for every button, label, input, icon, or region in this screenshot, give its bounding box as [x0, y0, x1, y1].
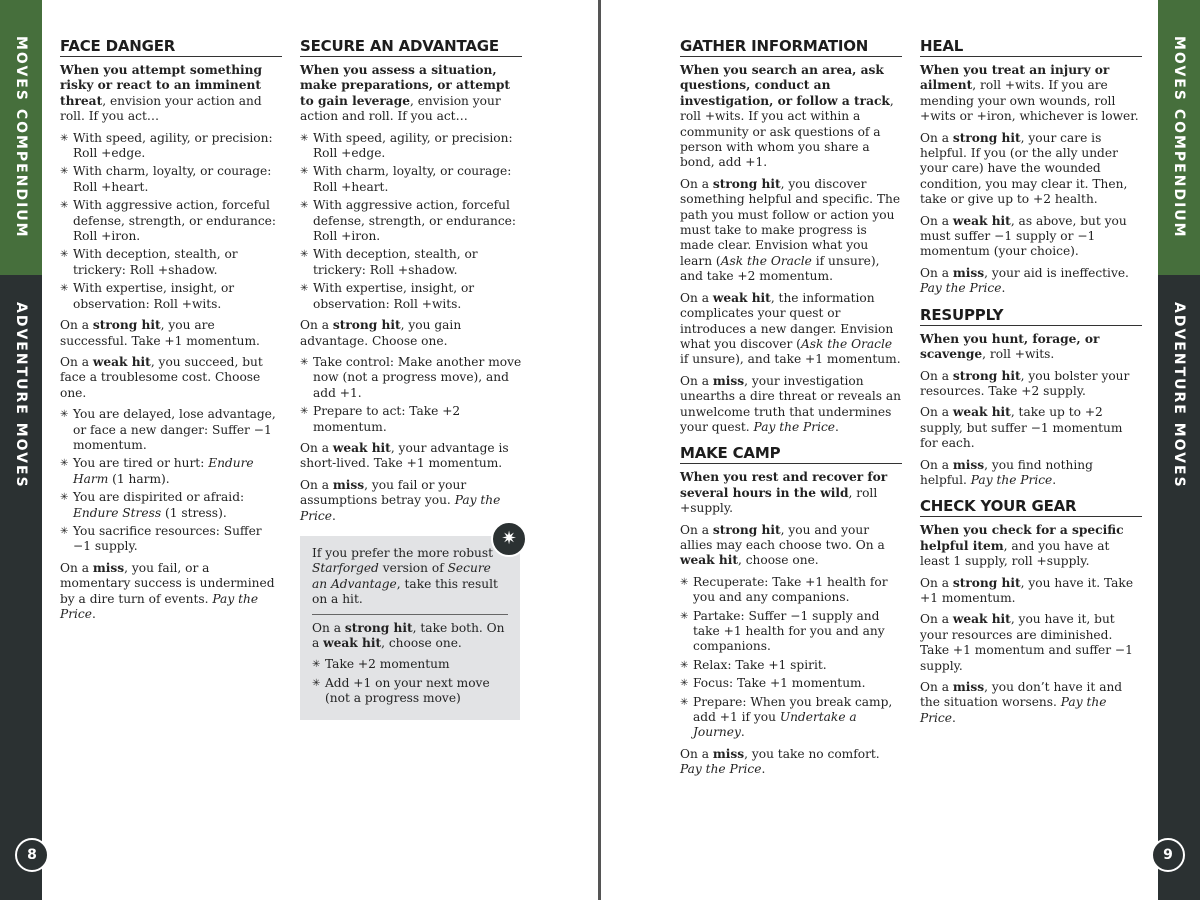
move-trigger: When you rest and recover for several hours in the wild, roll +supply.	[680, 470, 888, 516]
weak-hit-result: On a weak hit, take up to +2 supply, but suffer −1 momentum for each.	[920, 405, 1123, 451]
move-title-gather-information: GATHER INFORMATION	[680, 38, 902, 57]
list-item: ✳ Take control: Make another move now (not a progress move), and add +1.	[300, 355, 522, 401]
section-tab-label: ADVENTURE MOVES	[1171, 301, 1187, 489]
miss-result: On a miss, you find nothing helpful. Pay the Price.	[920, 457, 1093, 487]
move-trigger: When you treat an injury or ailment, roll +wits. If you are mending your own wounds, roll +wits or +iron, whichever is lower.	[920, 63, 1139, 124]
list-item: ✳ With charm, loyalty, or courage: Roll +heart.	[300, 164, 522, 195]
move-title-secure-advantage: SECURE AN ADVANTAGE	[300, 38, 522, 57]
move-trigger: When you attempt something risky or react to an imminent threat, envision your action and roll. If you act…	[60, 63, 263, 124]
starforged-star-icon: ✷	[491, 521, 527, 557]
move-title-check-gear: CHECK YOUR GEAR	[920, 498, 1142, 517]
list-item: ✳ With aggressive action, forceful defense, strength, or endurance: Roll +iron.	[300, 198, 522, 244]
check-gear-section	[920, 498, 1142, 726]
resupply-section	[920, 307, 1142, 489]
strong-hit-result: On a strong hit, you bolster your resources. Take +2 supply.	[920, 368, 1130, 398]
move-trigger: When you check for a specific helpful item, and you have at least 1 supply, roll +supply.	[920, 523, 1124, 569]
strong-hit-result: On a strong hit, you discover something helpful and specific. The path you must follow or action you must take to make progress is made clear. Envision what you learn (Ask the Oracle if unsure), and take +2 momentum.	[680, 176, 901, 284]
move-title-heal: HEAL	[920, 38, 1142, 57]
list-item: ✳ Relax: Take +1 spirit.	[680, 658, 902, 673]
sidebar-divider	[312, 614, 508, 615]
list-item: ✳ With speed, agility, or precision: Roll +edge.	[300, 131, 522, 162]
hit-result: On a strong hit, you and your allies may each choose two. On a weak hit, choose one.	[680, 522, 885, 568]
weak-hit-result: On a weak hit, your advantage is short-lived. Take +1 momentum.	[300, 440, 509, 471]
page-number: 9	[1151, 838, 1185, 872]
camp-options-list	[680, 575, 902, 741]
miss-result: On a miss, you fail, or a momentary success is undermined by a dire turn of events. Pay the Price.	[60, 560, 275, 621]
list-item: ✳ You are dispirited or afraid: Endure Stress (1 stress).	[60, 490, 282, 521]
chapter-tab-label: MOVES COMPENDIUM	[13, 36, 29, 239]
strong-hit-result: On a strong hit, you have it. Take +1 momentum.	[920, 575, 1134, 605]
sidebar-result: On a strong hit, take both. On a weak hit, choose one.	[312, 620, 505, 650]
left-edge-tab	[0, 0, 42, 900]
list-item: ✳ With deception, stealth, or trickery: Roll +shadow.	[60, 247, 282, 278]
list-item: ✳ With aggressive action, forceful defense, strength, or endurance: Roll +iron.	[60, 198, 282, 244]
weak-hit-result: On a weak hit, you succeed, but face a troublesome cost. Choose one.	[60, 354, 263, 400]
weak-hit-result: On a weak hit, the information complicates your quest or introduces a new danger. Envision what you discover (Ask the Oracle if unsure), and take +1 momentum.	[680, 290, 901, 367]
move-title-face-danger: FACE DANGER	[60, 38, 282, 57]
list-item: ✳ Recuperate: Take +1 health for you and any companions.	[680, 575, 902, 606]
page-number: 8	[15, 838, 49, 872]
strong-hit-result: On a strong hit, you gain advantage. Choose one.	[300, 318, 462, 348]
secure-advantage-column	[300, 38, 522, 720]
weak-hit-result: On a weak hit, you have it, but your resources are diminished. Take +1 momentum and suffer −1 supply.	[920, 612, 1133, 673]
right-edge-tab	[1158, 0, 1200, 900]
list-item: ✳ With charm, loyalty, or courage: Roll +heart.	[60, 164, 282, 195]
list-item: ✳ Take +2 momentum	[312, 657, 508, 672]
list-item: ✳ Focus: Take +1 momentum.	[680, 676, 902, 691]
chapter-tab-label: MOVES COMPENDIUM	[1171, 36, 1187, 239]
weak-hit-result: On a weak hit, as above, but you must suffer −1 supply or −1 momentum (your choice).	[920, 213, 1127, 259]
list-item: ✳ Prepare: When you break camp, add +1 if you Undertake a Journey.	[680, 695, 902, 741]
miss-result: On a miss, you take no comfort. Pay the Price.	[680, 746, 880, 777]
list-item: ✳ You sacrifice resources: Suffer −1 supply.	[60, 524, 282, 555]
starforged-sidebar	[300, 528, 520, 720]
heal-section	[920, 38, 1142, 297]
advantage-choices-list	[300, 355, 522, 435]
miss-result: On a miss, your investigation unearths a dire threat or reveals an unwelcome truth that undermines your quest. Pay the Price.	[680, 373, 902, 434]
stat-options-list	[60, 131, 282, 312]
right-page	[601, 0, 1200, 900]
strong-hit-result: On a strong hit, you are successful. Take +1 momentum.	[60, 318, 260, 348]
face-danger-column	[60, 38, 282, 628]
gather-camp-column	[680, 38, 902, 784]
miss-result: On a miss, you don’t have it and the situation worsens. Pay the Price.	[920, 680, 1123, 725]
strong-hit-result: On a strong hit, your care is helpful. If you (or the ally under your care) have the wounded condition, you may clear it. Then, take or give up to +2 health.	[920, 130, 1128, 207]
gather-information-section	[680, 38, 902, 435]
section-tab-label: ADVENTURE MOVES	[13, 301, 29, 489]
sidebar-intro: If you prefer the more robust Starforged version of Secure an Advantage, take this result on a hit.	[312, 545, 498, 607]
list-item: ✳ Prepare to act: Take +2 momentum.	[300, 404, 522, 435]
list-item: ✳ You are delayed, lose advantage, or face a new danger: Suffer −1 momentum.	[60, 407, 282, 453]
move-trigger: When you assess a situation, make preparations, or attempt to gain leverage, envision your action and roll. If you act…	[300, 63, 511, 124]
move-title-resupply: RESUPPLY	[920, 307, 1142, 326]
heal-resupply-gear-column	[920, 38, 1142, 732]
list-item: ✳ With expertise, insight, or observation: Roll +wits.	[60, 281, 282, 312]
move-trigger: When you hunt, forage, or scavenge, roll +wits.	[920, 331, 1100, 362]
cost-options-list	[60, 407, 282, 555]
move-title-make-camp: MAKE CAMP	[680, 445, 902, 464]
make-camp-section	[680, 445, 902, 777]
miss-result: On a miss, you fail or your assumptions betray you. Pay the Price.	[300, 477, 501, 523]
list-item: ✳ Partake: Suffer −1 supply and take +1 health for you and any companions.	[680, 609, 902, 655]
list-item: ✳ You are tired or hurt: Endure Harm (1 harm).	[60, 456, 282, 487]
stat-options-list	[300, 131, 522, 312]
move-trigger: When you search an area, ask questions, conduct an investigation, or follow a track, roll +wits. If you act within a community or ask questions of a person with whom you share a bond, add +1.	[680, 63, 894, 170]
list-item: ✳ With expertise, insight, or observation: Roll +wits.	[300, 281, 522, 312]
sidebar-options-list	[312, 657, 508, 706]
list-item: ✳ With deception, stealth, or trickery: Roll +shadow.	[300, 247, 522, 278]
list-item: ✳ With speed, agility, or precision: Roll +edge.	[60, 131, 282, 162]
list-item: ✳ Add +1 on your next move (not a progress move)	[312, 676, 508, 707]
miss-result: On a miss, your aid is ineffective. Pay the Price.	[920, 265, 1129, 296]
